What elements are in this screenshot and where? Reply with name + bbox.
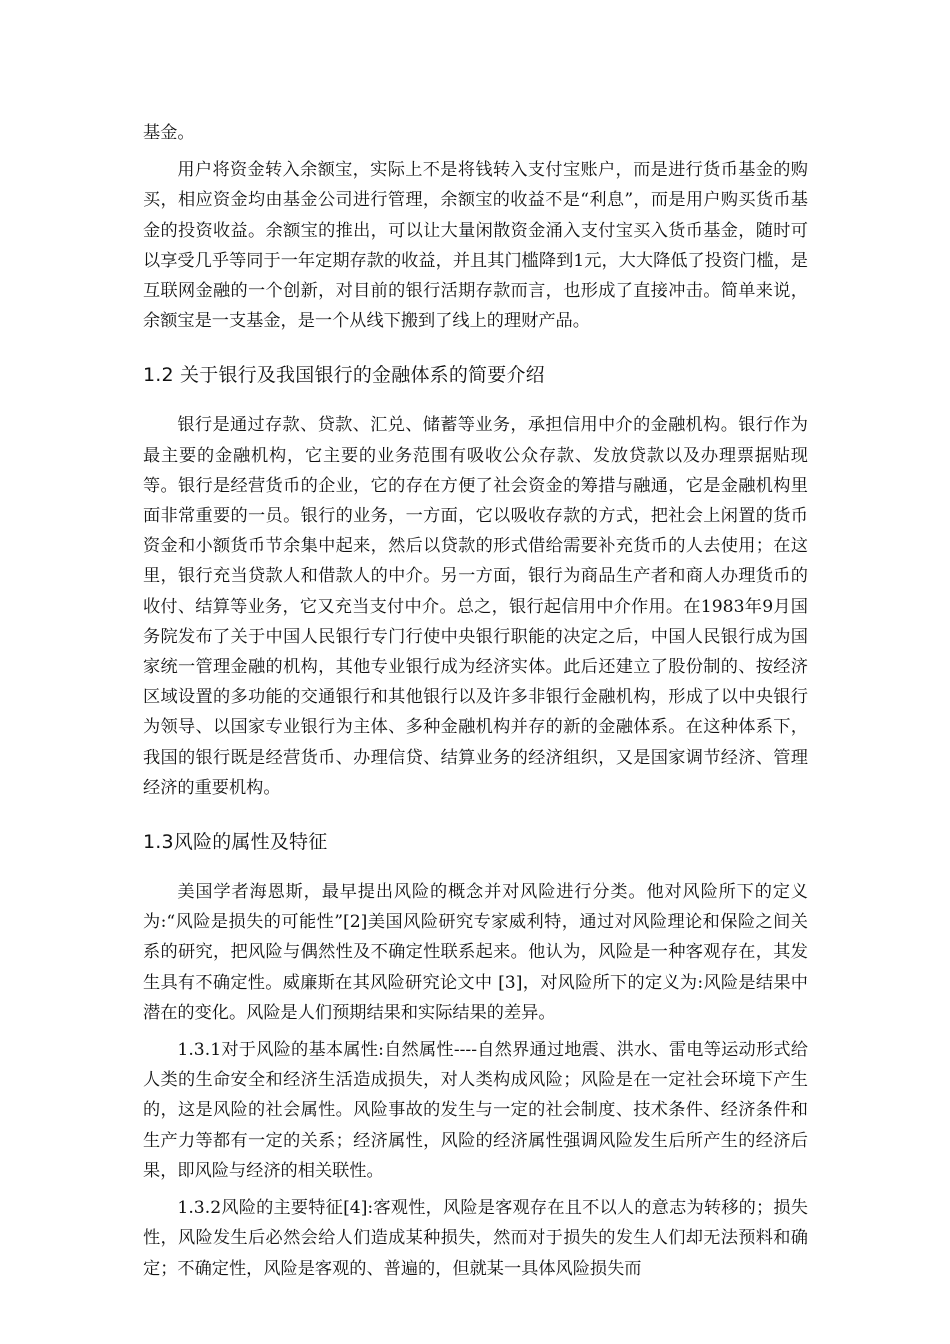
section-heading-1-2: 1.2 关于银行及我国银行的金融体系的简要介绍: [143, 364, 545, 387]
paragraph-intro-tail: 基金。: [143, 123, 195, 143]
paragraph-1-3-2: 1.3.2风险的主要特征[4]:客观性，风险是客观存在且不以人的意志为转移的；损失性，风险发生后必然会给人们造成某种损失，然而对于损失的发生人们却无法预料和确定；不确定性，风险是客观的、普遍的，但就某一具体风险损失而: [143, 1198, 808, 1279]
paragraph-yuebao: 用户将资金转入余额宝，实际上不是将钱转入支付宝账户，而是进行货币基金的购买，相应资金均由基金公司进行管理，余额宝的收益不是“利息”，而是用户购买货币基金的投资收益。余额宝的推出，可以让大量闲散资金涌入支付宝买入货币基金，随时可以享受几乎等同于一年定期存款的收益，并且其门槛降到1元，大大降低了投资门槛，是互联网金融的一个创新，对目前的银行活期存款而言，也形成了直接冲击。简单来说，余额宝是一支基金，是一个从线下搬到了线上的理财产品。: [143, 160, 808, 332]
paragraph-1-3-1: 1.3.1对于风险的基本属性:自然属性----自然界通过地震、洪水、雷电等运动形式给人类的生命安全和经济生活造成损失，对人类构成风险；风险是在一定社会环境下产生的，这是风险的社会属性。风险事故的发生与一定的社会制度、技术条件、经济条件和生产力等都有一定的关系；经济属性，风险的经济属性强调风险发生后所产生的经济后果，即风险与经济的相关联性。: [143, 1040, 808, 1181]
document-page: [143, 118, 808, 1284]
paragraph-risk-definition: 美国学者海恩斯，最早提出风险的概念并对风险进行分类。他对风险所下的定义为:“风险是损失的可能性”[2]美国风险研究专家威利特，通过对风险理论和保险之间关系的研究，把风险与偶然性及不确定性联系起来。他认为，风险是一种客观存在，其发生具有不确定性。威廉斯在其风险研究论文中 [3]，对风险所下的定义为:风险是结果中潜在的变化。风险是人们预期结果和实际结果的差异。: [143, 882, 808, 1023]
section-heading-1-3: 1.3风险的属性及特征: [143, 831, 328, 854]
paragraph-bank: 银行是通过存款、贷款、汇兑、储蓄等业务，承担信用中介的金融机构。银行作为最主要的金融机构，它主要的业务范围有吸收公众存款、发放贷款以及办理票据贴现等。银行是经营货币的企业，它的存在方便了社会资金的筹措与融通，它是金融机构里面非常重要的一员。银行的业务，一方面，它以吸收存款的方式，把社会上闲置的货币资金和小额货币节余集中起来，然后以贷款的形式借给需要补充货币的人去使用；在这里，银行充当贷款人和借款人的中介。另一方面，银行为商品生产者和商人办理货币的收付、结算等业务，它又充当支付中介。总之，银行起信用中介作用。在1983年9月国务院发布了关于中国人民银行专门行使中央银行职能的决定之后，中国人民银行成为国家统一管理金融的机构，其他专业银行成为经济实体。此后还建立了股份制的、按经济区域设置的多功能的交通银行和其他银行以及许多非银行金融机构，形成了以中央银行为领导、以国家专业银行为主体、多种金融机构并存的新的金融体系。在这种体系下，我国的银行既是经营货币、办理信贷、结算业务的经济组织，又是国家调节经济、管理经济的重要机构。: [143, 415, 808, 798]
